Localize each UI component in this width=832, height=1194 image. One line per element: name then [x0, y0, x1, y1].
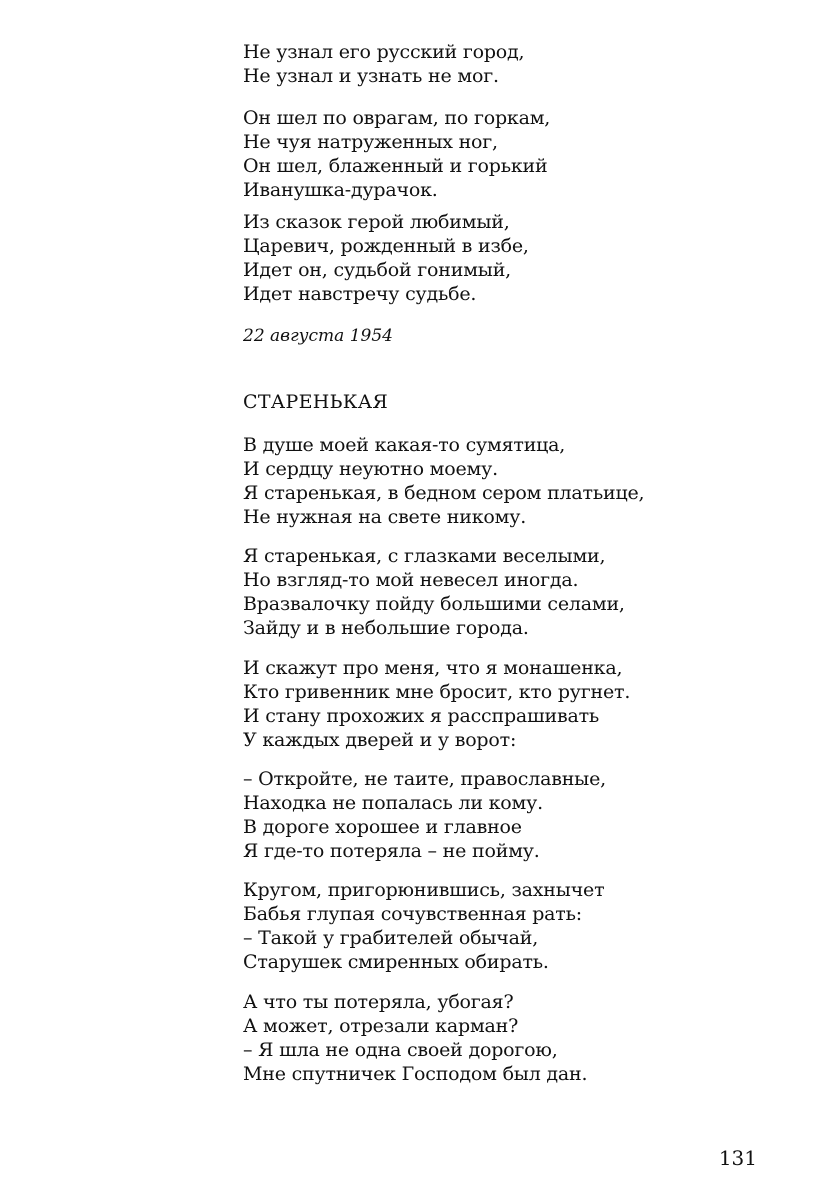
poem2-stanza-5	[243, 878, 604, 974]
poem-line: А что ты потеряла, убогая?	[243, 991, 514, 1013]
poem-title: СТАРЕНЬКАЯ	[243, 391, 389, 413]
poem1-stanza-1	[243, 40, 524, 88]
poem-line: Не узнал его русский город,	[243, 41, 525, 63]
poem-line: Но взгляд-то мой невесел иногда.	[243, 569, 579, 591]
poem-line: Я старенькая, в бедном сером платьице,	[243, 482, 645, 504]
poem-line: Идет он, судьбой гонимый,	[243, 259, 512, 281]
poem-line: А может, отрезали карман?	[243, 1015, 519, 1037]
page-number: 131	[718, 1146, 757, 1170]
poem-line: Старушек смиренных обирать.	[243, 951, 549, 973]
poem-line: И стану прохожих я расспрашивать	[243, 705, 600, 727]
poem-line: Он шел, блаженный и горький	[243, 155, 548, 177]
poem-line: Я где-то потеряла – не пойму.	[243, 840, 540, 862]
poem2-stanza-4	[243, 767, 606, 863]
poem-line: Вразвалочку пойду большими селами,	[243, 593, 625, 615]
poem-line: Кто гривенник мне бросит, кто ругнет.	[243, 681, 631, 703]
poem-line: Бабья глупая сочувственная рать:	[243, 903, 582, 925]
poem-date: 22 августа 1954	[243, 326, 393, 346]
poem2-stanza-6	[243, 990, 587, 1086]
poem-line: Я старенькая, с глазками веселыми,	[243, 545, 606, 567]
poem-line: И скажут про меня, что я монашенка,	[243, 657, 623, 679]
poem-line: Не узнал и узнать не мог.	[243, 65, 499, 87]
poem-line: Мне спутничек Господом был дан.	[243, 1063, 588, 1085]
poem2-stanza-3	[243, 656, 630, 752]
poem-line: Не чуя натруженных ног,	[243, 131, 498, 153]
poem-line: Он шел по оврагам, по горкам,	[243, 107, 551, 129]
poem2-stanza-2	[243, 544, 625, 640]
poem-line: Не нужная на свете никому.	[243, 506, 527, 528]
poem-line: Идет навстречу судьбе.	[243, 283, 477, 305]
poem-line: – Я шла не одна своей дорогою,	[243, 1039, 558, 1061]
poem-line: И сердцу неуютно моему.	[243, 458, 498, 480]
poem1-stanza-3	[243, 210, 529, 306]
poem-line: – Откройте, не таите, православные,	[243, 768, 606, 790]
poem-line: Иванушка-дурачок.	[243, 179, 438, 201]
poem1-stanza-2	[243, 106, 550, 202]
poem-line: В дороге хорошее и главное	[243, 816, 522, 838]
poem-line: Находка не попалась ли кому.	[243, 792, 543, 814]
poem2-stanza-1	[243, 433, 644, 529]
poem-line: Кругом, пригорюнившись, захнычет	[243, 879, 605, 901]
poem-line: В душе моей какая-то сумятица,	[243, 434, 566, 456]
poem-line: Зайду и в небольшие города.	[243, 617, 529, 639]
poem-line: У каждых дверей и у ворот:	[243, 729, 517, 751]
poem-line: – Такой у грабителей обычай,	[243, 927, 539, 949]
poem-line: Царевич, рожденный в избе,	[243, 235, 529, 257]
poem-line: Из сказок герой любимый,	[243, 211, 510, 233]
